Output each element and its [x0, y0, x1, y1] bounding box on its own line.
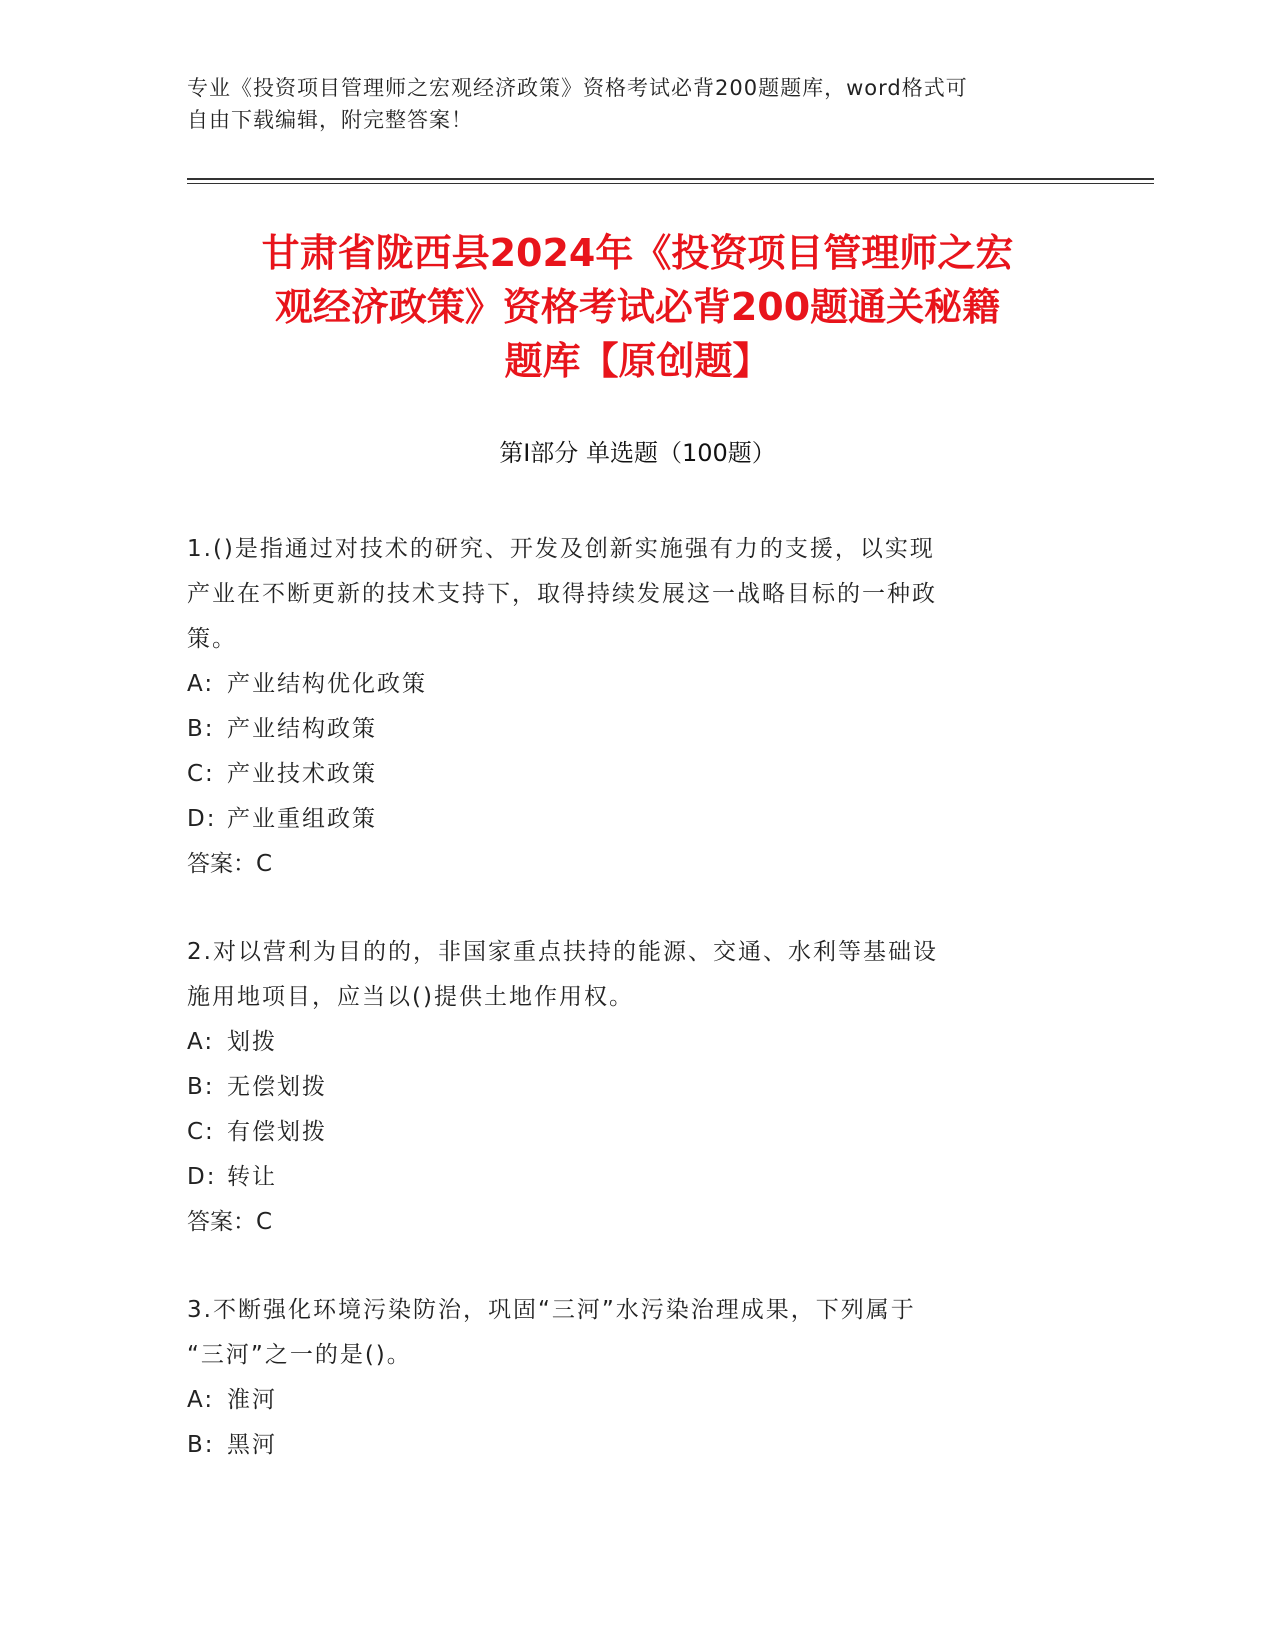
- answer: 答案：C: [187, 1209, 273, 1235]
- option-label: B:: [187, 1432, 215, 1458]
- question-text-line: 施用地项目，应当以()提供土地作用权。: [187, 984, 634, 1010]
- option-label: A:: [187, 1029, 215, 1055]
- header-note-line-1: 专业《投资项目管理师之宏观经济政策》资格考试必背200题题库，word格式可: [187, 76, 968, 100]
- option-c: [187, 1110, 1067, 1155]
- option-a: [187, 1378, 1067, 1423]
- option-text: 产业结构政策: [227, 716, 377, 742]
- question-2: [187, 930, 1067, 1245]
- question-text-line: 3.不断强化环境污染防治，巩固“三河”水污染治理成果，下列属于: [187, 1297, 916, 1323]
- option-c: [187, 752, 1067, 797]
- option-label: A:: [187, 1387, 215, 1413]
- option-b: [187, 1423, 1067, 1468]
- option-text: 无偿划拨: [227, 1074, 327, 1100]
- question-text: [187, 1288, 1067, 1378]
- document-title: [187, 226, 1088, 388]
- option-label: B:: [187, 716, 215, 742]
- option-text: 产业技术政策: [227, 761, 377, 787]
- option-text: 划拨: [227, 1029, 277, 1055]
- option-text: 转让: [227, 1164, 277, 1190]
- question-1: [187, 527, 1067, 887]
- question-text-line: 产业在不断更新的技术支持下，取得持续发展这一战略目标的一种政: [187, 581, 937, 607]
- answer: 答案：C: [187, 851, 273, 877]
- question-text: [187, 930, 1067, 1020]
- document-title-line-2: 观经济政策》资格考试必背200题通关秘籍: [274, 285, 1001, 329]
- header-note-line-2: 自由下载编辑，附完整答案！: [187, 108, 473, 132]
- document-title-line-1: 甘肃省陇西县2024年《投资项目管理师之宏: [261, 231, 1014, 275]
- option-label: C:: [187, 1119, 215, 1145]
- option-b: [187, 707, 1067, 752]
- question-text-line: “三河”之一的是()。: [187, 1342, 412, 1368]
- option-text: 有偿划拨: [227, 1119, 327, 1145]
- option-a: [187, 662, 1067, 707]
- option-b: [187, 1065, 1067, 1110]
- header-divider-thick: [187, 178, 1154, 180]
- option-label: B:: [187, 1074, 215, 1100]
- document-title-line-3: 题库【原创题】: [504, 339, 771, 383]
- question-text-line: 策。: [187, 626, 237, 652]
- question-text-line: 2.对以营利为目的的，非国家重点扶持的能源、交通、水利等基础设: [187, 939, 938, 965]
- option-a: [187, 1020, 1067, 1065]
- question-text-line: 1.()是指通过对技术的研究、开发及创新实施强有力的支援，以实现: [187, 536, 935, 562]
- option-label: D:: [187, 806, 217, 832]
- option-text: 产业重组政策: [227, 806, 377, 832]
- option-label: C:: [187, 761, 215, 787]
- option-d: [187, 1155, 1067, 1200]
- section-heading: 第Ⅰ部分 单选题（100题）: [499, 439, 776, 467]
- option-d: [187, 797, 1067, 842]
- option-label: D:: [187, 1164, 217, 1190]
- option-text: 产业结构优化政策: [227, 671, 427, 697]
- option-text: 黑河: [227, 1432, 277, 1458]
- header-divider-thin: [187, 183, 1154, 184]
- header-note: [187, 72, 1067, 136]
- option-text: 淮河: [227, 1387, 277, 1413]
- question-3: [187, 1288, 1067, 1468]
- option-label: A:: [187, 671, 215, 697]
- question-list: [187, 527, 1067, 1511]
- question-text: [187, 527, 1067, 662]
